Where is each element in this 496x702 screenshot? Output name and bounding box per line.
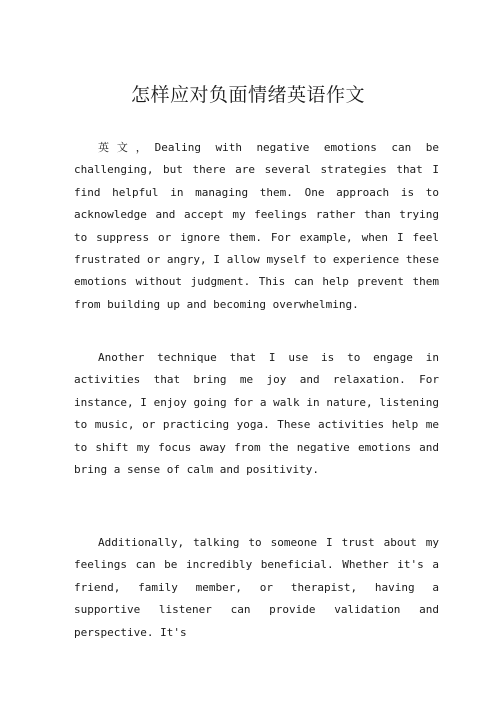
paragraph-2: Another technique that I use is to engage in activities that bring me joy and relaxation. For instance, I enjoy going for a walk in nature, listening to music, or practicing yoga. These activities help me to shift my focus away from the negative emotions and bring a sense of calm and positivity.	[74, 351, 439, 477]
document-title: 怎样应对负面情绪英语作文	[130, 84, 365, 106]
paragraph-1: 英文，Dealing with negative emotions can be challenging, but there are several strategies that I find helpful in managing them. One approach is to acknowledge and accept my feelings rather than trying to suppress or ignore them. For example, when I feel frustrated or angry, I allow myself to experience these emotions without judgment. This can help prevent them from building up and becoming overwhelming.	[74, 141, 439, 311]
paragraph-3: Additionally, talking to someone I trust about my feelings can be incredibly beneficial. Whether it's a friend, family member, or therapist, having a supportive listener can provide validation and perspective. It's	[74, 536, 439, 639]
